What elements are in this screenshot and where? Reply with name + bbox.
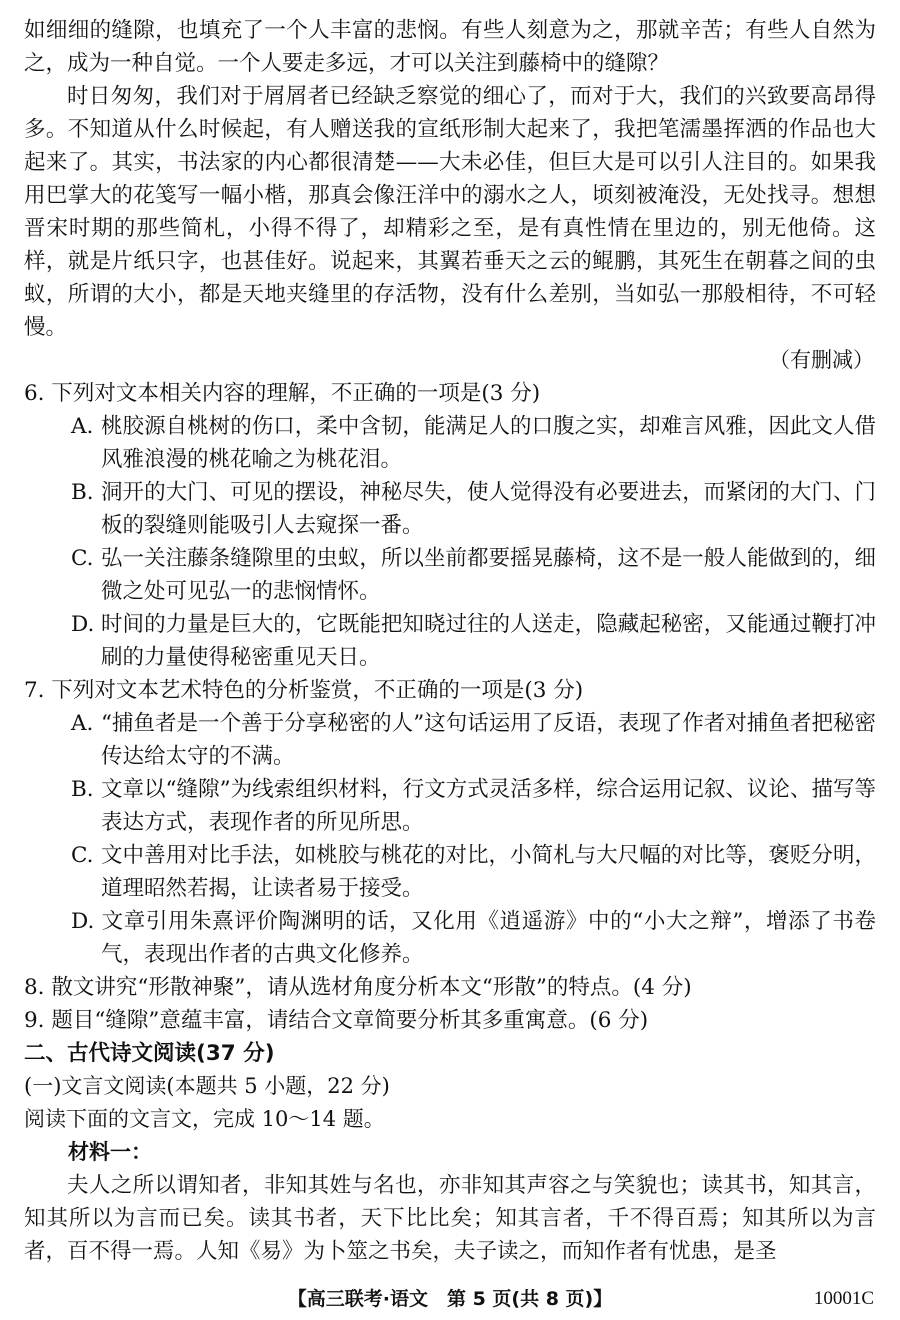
section-subtitle: (一)文言文阅读(本题共 5 小题，22 分)	[24, 1074, 390, 1098]
section-instruction: 阅读下面的文言文，完成 10～14 题。	[24, 1107, 385, 1131]
option-label: A.	[71, 711, 94, 736]
question-9: 9. 题目“缝隙”意蕴丰富，请结合文章简要分析其多重寓意。(6 分)	[24, 1008, 649, 1033]
material-label: 材料一：	[68, 1140, 152, 1164]
question-6	[24, 377, 876, 674]
option-label: D.	[71, 909, 95, 934]
option-b	[24, 476, 876, 542]
option-text: 洞开的大门、可见的摆设，神秘尽失，使人觉得没有必要进去，而紧闭的大门、门板的裂缝则能吸引人去窥探一番。	[101, 480, 876, 538]
option-label: D.	[71, 612, 95, 637]
footer-code: 10001C	[813, 1288, 874, 1309]
option-label: A.	[71, 414, 94, 439]
option-text: 桃胶源自桃树的伤口，柔中含韧，能满足人的口腹之实，却难言风雅，因此文人借风雅浪漫的桃花喻之为桃花泪。	[101, 414, 876, 472]
option-label: B.	[71, 777, 94, 802]
option-a	[24, 410, 876, 476]
question-stem: 7. 下列对文本艺术特色的分析鉴赏，不正确的一项是(3 分)	[24, 678, 584, 703]
option-c	[24, 542, 876, 608]
option-d	[24, 905, 876, 971]
page-footer	[0, 1284, 900, 1314]
option-label: C.	[71, 546, 94, 571]
passage-paragraph-1: 如细细的缝隙，也填充了一个人丰富的悲悯。有些人刻意为之，那就辛苦；有些人自然为之，成为一种自觉。一个人要走多远，才可以关注到藤椅中的缝隙？	[24, 18, 876, 76]
option-label: B.	[71, 480, 94, 505]
option-text: 时间的力量是巨大的，它既能把知晓过往的人送走，隐藏起秘密，又能通过鞭打冲刷的力量使得秘密重见天日。	[101, 612, 876, 670]
option-text: “捕鱼者是一个善于分享秘密的人”这句话运用了反语，表现了作者对捕鱼者把秘密传达给太守的不满。	[101, 711, 876, 769]
footer-page-info: 【高三联考·语文 第 5 页(共 8 页)】	[287, 1288, 613, 1310]
question-8: 8. 散文讲究“形散神聚”，请从选材角度分析本文“形散”的特点。(4 分)	[24, 975, 692, 1000]
material-text: 夫人之所以谓知者，非知其姓与名也，亦非知其声容之与笑貌也；读其书，知其言，知其所以为言而已矣。读其书者，天下比比矣；知其言者，千不得百焉；知其所以为言者，百不得一焉。人知《易》为卜筮之书矣，夫子读之，而知作者有忧患，是圣	[24, 1173, 876, 1264]
option-text: 文章引用朱熹评价陶渊明的话，又化用《逍遥游》中的“小大之辩”，增添了书卷气，表现出作者的古典文化修养。	[101, 909, 876, 967]
option-label: C.	[71, 843, 94, 868]
option-text: 文中善用对比手法，如桃胶与桃花的对比，小简札与大尺幅的对比等，褒贬分明，道理昭然若揭，让读者易于接受。	[101, 843, 876, 901]
question-stem: 6. 下列对文本相关内容的理解，不正确的一项是(3 分)	[24, 381, 541, 406]
option-b	[24, 773, 876, 839]
question-7	[24, 674, 876, 971]
option-c	[24, 839, 876, 905]
passage-paragraph-2: 时日匆匆，我们对于屑屑者已经缺乏察觉的细心了，而对于大，我们的兴致要高昂得多。不知道从什么时候起，有人赠送我的宣纸形制大起来了，我把笔濡墨挥洒的作品也大起来了。其实，书法家的内心都很清楚——大未必佳，但巨大是可以引人注目的。如果我用巴掌大的花笺写一幅小楷，那真会像汪洋中的溺水之人，顷刻被淹没，无处找寻。想想晋宋时期的那些简札，小得不得了，却精彩之至，是有真性情在里边的，别无他倚。这样，就是片纸只字，也甚佳好。说起来，其翼若垂天之云的鲲鹏，其死生在朝暮之间的虫蚁，所谓的大小，都是天地夹缝里的存活物，没有什么差别，当如弘一那般相待，不可轻慢。	[24, 84, 876, 340]
section-title: 二、古代诗文阅读(37 分)	[24, 1041, 275, 1066]
abridged-note: （有删减）	[769, 348, 874, 372]
option-d	[24, 608, 876, 674]
option-text: 文章以“缝隙”为线索组织材料，行文方式灵活多样，综合运用记叙、议论、描写等表达方式，表现作者的所见所思。	[101, 777, 876, 835]
page-content	[24, 14, 876, 1268]
option-text: 弘一关注藤条缝隙里的虫蚁，所以坐前都要摇晃藤椅，这不是一般人能做到的，细微之处可见弘一的悲悯情怀。	[101, 546, 876, 604]
option-a	[24, 707, 876, 773]
